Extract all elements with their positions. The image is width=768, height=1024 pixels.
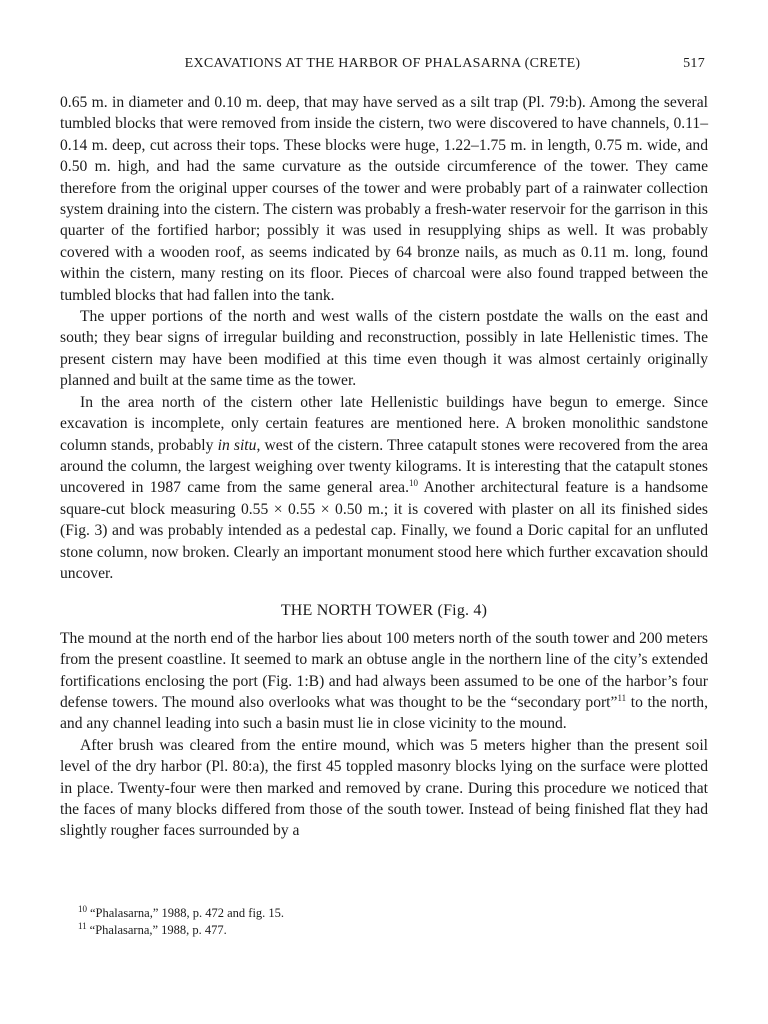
paragraph-4-text-b: to the north, and any channel leading into such a basin must lie in close vicinity to the mound.	[60, 693, 708, 733]
body-text	[60, 92, 708, 842]
footnotes	[78, 905, 698, 939]
footnote-ref-10[interactable]: 10	[409, 478, 418, 489]
paragraph-1: 0.65 m. in diameter and 0.10 m. deep, that may have served as a silt trap (Pl. 79:b). Among the several tumbled blocks that were removed from inside the cistern, two were discovered to have channels, 0.11–0.14 m. deep, cut across their tops. These blocks were huge, 1.22–1.75 m. in length, 0.75 m. wide, and 0.50 m. high, and had the same curvature as the outside circumference of the tower. They came therefore from the original upper courses of the tower and were probably part of a rainwater collection system draining into the cistern. The cistern was probably a fresh-water reservoir for the garrison in this quarter of the fortified harbor; possibly it was used in resupplying ships as well. It was probably covered with a wooden roof, as seems indicated by 64 bronze nails, as much as 0.11 m. long, found within the cistern, many resting on its floor. Pieces of charcoal were also found trapped between the tumbled blocks that had fallen into the tank.	[60, 94, 708, 304]
footnote-number: 11	[78, 920, 87, 931]
footnote-11	[78, 922, 698, 939]
page-number: 517	[683, 56, 705, 71]
footnote-number: 10	[78, 903, 87, 914]
running-title: EXCAVATIONS AT THE HARBOR OF PHALASARNA (CRETE)	[184, 56, 581, 71]
paragraph-3-text-a: In the area north of the cistern other late Hellenistic buildings have begun to emerge. Since excavation is incomplete, only certain features are mentioned here. A broken monolithic sandstone column stands, probably	[60, 393, 708, 454]
running-head	[60, 56, 705, 76]
paragraph-3-text-c: Another architectural feature is a handsome square-cut block measuring 0.55 × 0.55 × 0.50 m.; it is covered with plaster on all its finished sides (Fig. 3) and was probably intended as a pedestal cap. Finally, we found a Doric capital for an unfluted stone column, now broken. Clearly an important monument stood here which further excavation should uncover.	[60, 479, 709, 582]
footnote-text: “Phalasarna,” 1988, p. 472 and fig. 15.	[90, 906, 285, 920]
paragraph-2: The upper portions of the north and west walls of the cistern postdate the walls on the east and south; they bear signs of irregular building and reconstruction, possibly in late Hellenistic times. The present cistern may have been modified at this time even though it was almost certainly originally planned and built at the same time as the tower.	[60, 308, 708, 390]
paragraph-3-text-b: , west of the cistern. Three catapult stones were recovered from the area around the column, the largest weighing over twenty kilograms. It is interesting that the catapult stones uncovered in 1987 came from the same general area.	[60, 436, 708, 497]
section-heading-north-tower: THE NORTH TOWER (Fig. 4)	[280, 602, 488, 620]
footnote-ref-11[interactable]: 11	[617, 692, 627, 703]
in-situ-italic: in situ	[217, 436, 257, 454]
footnote-text: “Phalasarna,” 1988, p. 477.	[89, 923, 227, 937]
paragraph-5: After brush was cleared from the entire mound, which was 5 meters higher than the present soil level of the dry harbor (Pl. 80:a), the first 45 toppled masonry blocks lying on the surface were plotted in place. Twenty-four were then marked and removed by crane. During this procedure we noticed that the faces of many blocks differed from those of the south tower. Instead of being finished flat they had slightly rougher faces surrounded by a	[60, 736, 708, 840]
paragraph-4-text-a: The mound at the north end of the harbor lies about 100 meters north of the south tower and 200 meters from the present coastline. It seemed to mark an obtuse angle in the northern line of the city’s extended fortifications enclosing the port (Fig. 1:B) and had always been assumed to be one of the harbor’s four defense towers. The mound also overlooks what was thought to be the “secondary port”	[60, 629, 708, 711]
footnote-10	[78, 905, 698, 922]
paragraph-3	[60, 392, 708, 585]
paragraph-4	[60, 628, 708, 735]
